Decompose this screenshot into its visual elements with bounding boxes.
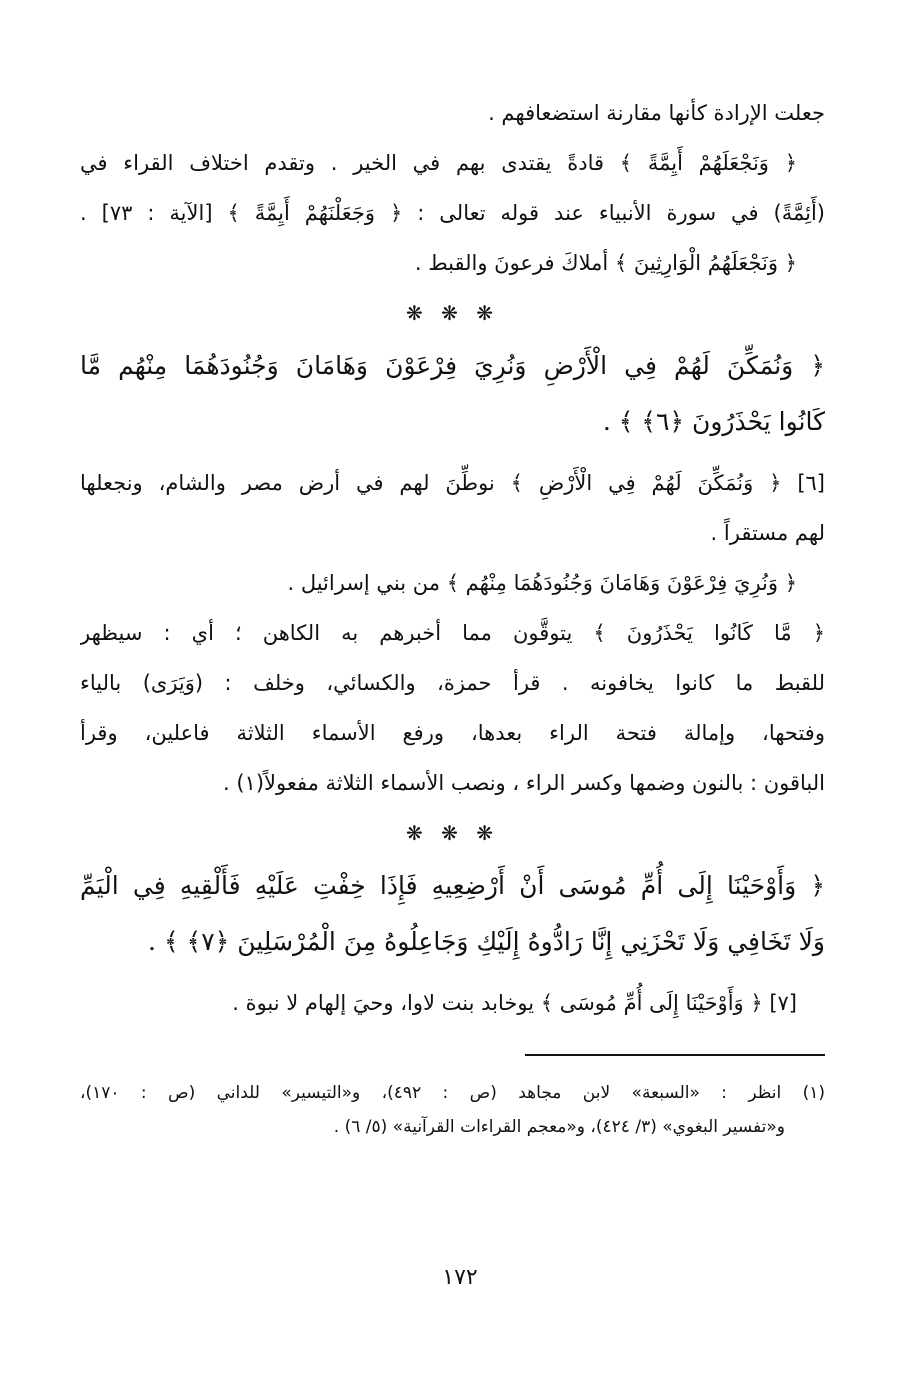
text-line: لهم مستقراً . xyxy=(710,521,825,545)
text-line: (أَئِمَّةً) في سورة الأنبياء عند قوله تعالى : ﴿ وَجَعَلْنَهُمْ أَيِمَّةً ﴾ [الآية : ٧٣] . xyxy=(80,201,825,225)
footnote-line: (١) انظر : «السبعة» لابن مجاهد (ص : ٤٩٢)، و«التيسير» للداني (ص : ١٧٠)، xyxy=(80,1083,825,1103)
footnote-divider xyxy=(525,1054,825,1056)
quran-verse-line: وَلَا تَخَافِي وَلَا تَحْزَنِي إِنَّا رَادُّوهُ إِلَيْكِ وَجَاعِلُوهُ مِنَ الْمُرْسَلِينَ ﴿٧﴾ ﴾ . xyxy=(148,927,825,956)
text-line: جعلت الإرادة كأنها مقارنة استضعافهم . xyxy=(488,101,825,125)
text-line: ﴿ مَّا كَانُوا يَحْذَرُونَ ﴾ يتوقَّون مما أخبرهم به الكاهن ؛ أي : سيظهر xyxy=(80,621,825,645)
page-number: ١٧٢ xyxy=(442,1265,478,1290)
quran-verse-line: ﴿ وَأَوْحَيْنَا إِلَى أُمِّ مُوسَى أَنْ أَرْضِعِيهِ فَإِذَا خِفْتِ عَلَيْهِ فَأَلْقِيهِ فِي الْيَمِّ xyxy=(80,871,825,900)
text-line: الباقون : بالنون وضمها وكسر الراء ، ونصب الأسماء الثلاثة مفعولاً(١) . xyxy=(222,771,825,795)
quran-verse-line: ﴿ وَنُمَكِّنَ لَهُمْ فِي الْأَرْضِ وَنُرِيَ فِرْعَوْنَ وَهَامَانَ وَجُنُودَهُمَا مِنْهُم مَّا xyxy=(80,351,825,380)
page-body xyxy=(80,88,825,1336)
section-separator: ❋ ❋ ❋ xyxy=(406,301,499,325)
text-line: ﴿ وَنُرِيَ فِرْعَوْنَ وَهَامَانَ وَجُنُودَهُمَا مِنْهُم ﴾ من بني إسرائيل . xyxy=(287,571,797,595)
section-separator: ❋ ❋ ❋ xyxy=(406,821,499,845)
text-line: للقبط ما كانوا يخافونه . قرأ حمزة، والكسائي، وخلف : (وَيَرَى) بالياء xyxy=(80,671,825,695)
text-line: [٦] ﴿ وَنُمَكِّنَ لَهُمْ فِي الْأَرْضِ ﴾ نوطِّنَ لهم في أرض مصر والشام، ونجعلها xyxy=(80,471,825,495)
footnote-line: و«تفسير البغوي» (٣/ ٤٢٤)، و«معجم القراءات القرآنية» (٥/ ٦) . xyxy=(333,1117,785,1137)
text-line: [٧] ﴿ وَأَوْحَيْنَا إِلَى أُمِّ مُوسَى ﴾ يوخابد بنت لاوا، وحيَ إلهام لا نبوة . xyxy=(232,991,797,1015)
text-line: وفتحها، وإمالة فتحة الراء بعدها، ورفع الأسماء الثلاثة فاعلين، وقرأ xyxy=(80,721,825,745)
text-line: ﴿ وَنَجْعَلَهُمُ الْوَارِثِينَ ﴾ أملاكَ فرعونَ والقبط . xyxy=(414,251,797,275)
quran-verse-line: كَانُوا يَحْذَرُونَ ﴿٦﴾ ﴾ . xyxy=(602,407,825,436)
text-line: ﴿ وَنَجْعَلَهُمْ أَيِمَّةً ﴾ قادةً يقتدى بهم في الخير . وتقدم اختلاف القراء في xyxy=(80,151,797,175)
